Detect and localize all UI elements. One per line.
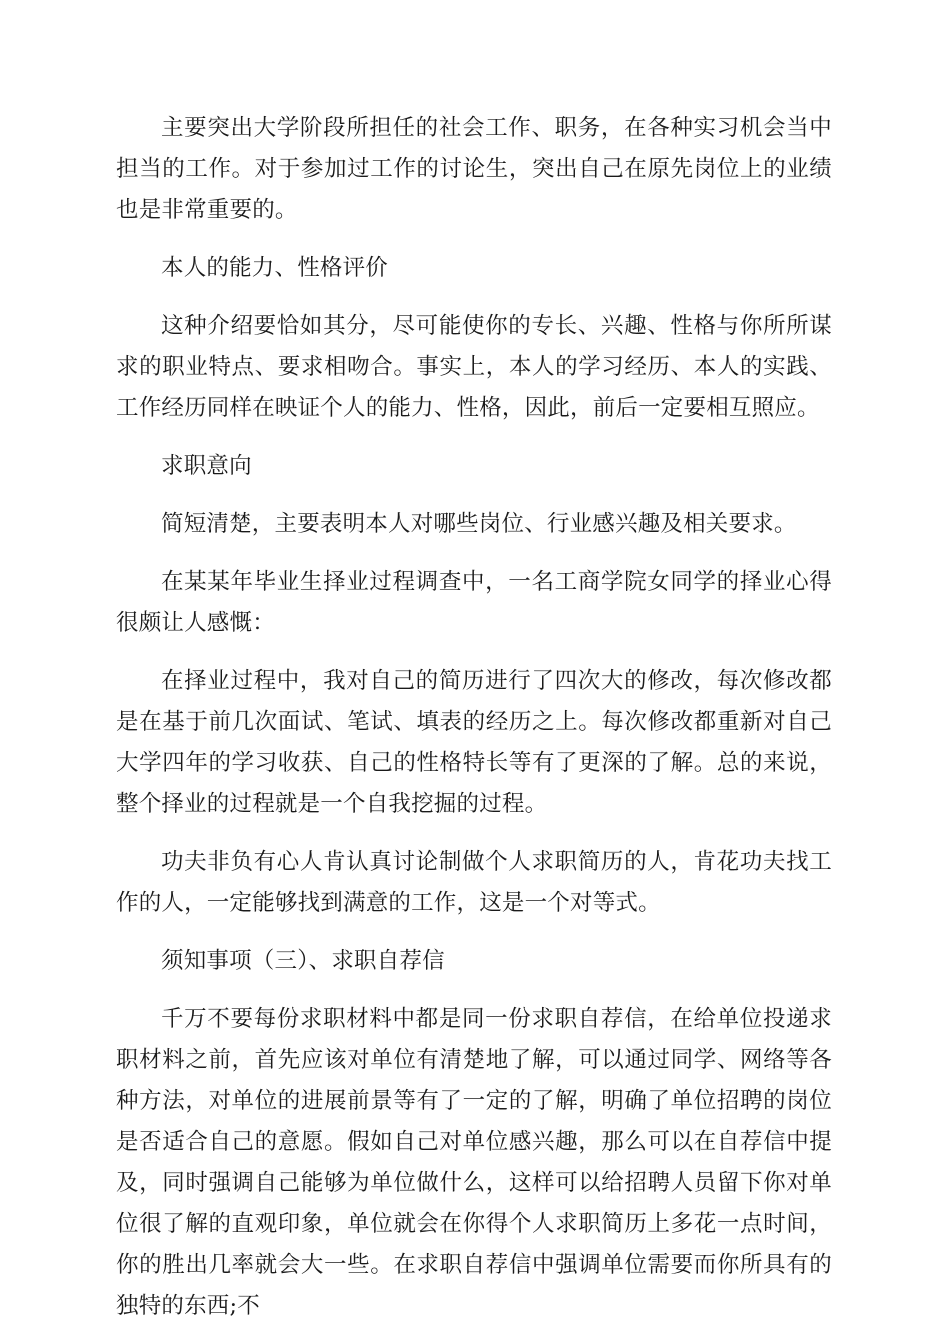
heading-cover-letter: 须知事项（三）、求职自荐信 [161,948,445,974]
paragraph-effort: 功夫非负有心人肯认真讨论制做个人求职简历的人，肯花功夫找工作的人，一定能够找到满意的工作，这是一个对等式。 [116,849,832,916]
document-body [116,108,832,1344]
heading-job-intention: 求职意向 [161,453,252,479]
paragraph-ability-description: 这种介绍要恰如其分，尽可能使你的专长、兴趣、性格与你所所谋求的职业特点、要求相吻合。事实上，本人的学习经历、本人的实践、工作经历同样在映证个人的能力、性格，因此，前后一定要相互照应。 [116,313,832,421]
paragraph-social-work: 主要突出大学阶段所担任的社会工作、职务，在各种实习机会当中担当的工作。对于参加过工作的讨论生，突出自己在原先岗位上的业绩也是非常重要的。 [116,115,832,223]
paragraph-survey-intro: 在某某年毕业生择业过程调查中，一名工商学院女同学的择业心得很颇让人感慨： [116,569,832,636]
paragraph-cover-letter: 千万不要每份求职材料中都是同一份求职自荐信，在给单位投递求职材料之前，首先应该对单位有清楚地了解，可以通过同学、网络等各种方法，对单位的进展前景等有了一定的了解，明确了单位招聘的岗位是否适合自己的意愿。假如自己对单位感兴趣，那么可以在自荐信中提及，同时强调自己能够为单位做什么，这样可以给招聘人员留下你对单位很了解的直观印象，单位就会在你得个人求职简历上多花一点时间，你的胜出几率就会大一些。在求职自荐信中强调单位需要而你所具有的独特的东西;不 [116,1006,832,1319]
heading-ability-evaluation: 本人的能力、性格评价 [161,255,389,281]
paragraph-student-quote: 在择业过程中，我对自己的简历进行了四次大的修改，每次修改都是在基于前几次面试、笔试、填表的经历之上。每次修改都重新对自己大学四年的学习收获、自己的性格特长等有了更深的了解。总的来说，整个择业的过程就是一个自我挖掘的过程。 [116,668,832,817]
paragraph-job-intention: 简短清楚，主要表明本人对哪些岗位、行业感兴趣及相关要求。 [161,511,797,537]
